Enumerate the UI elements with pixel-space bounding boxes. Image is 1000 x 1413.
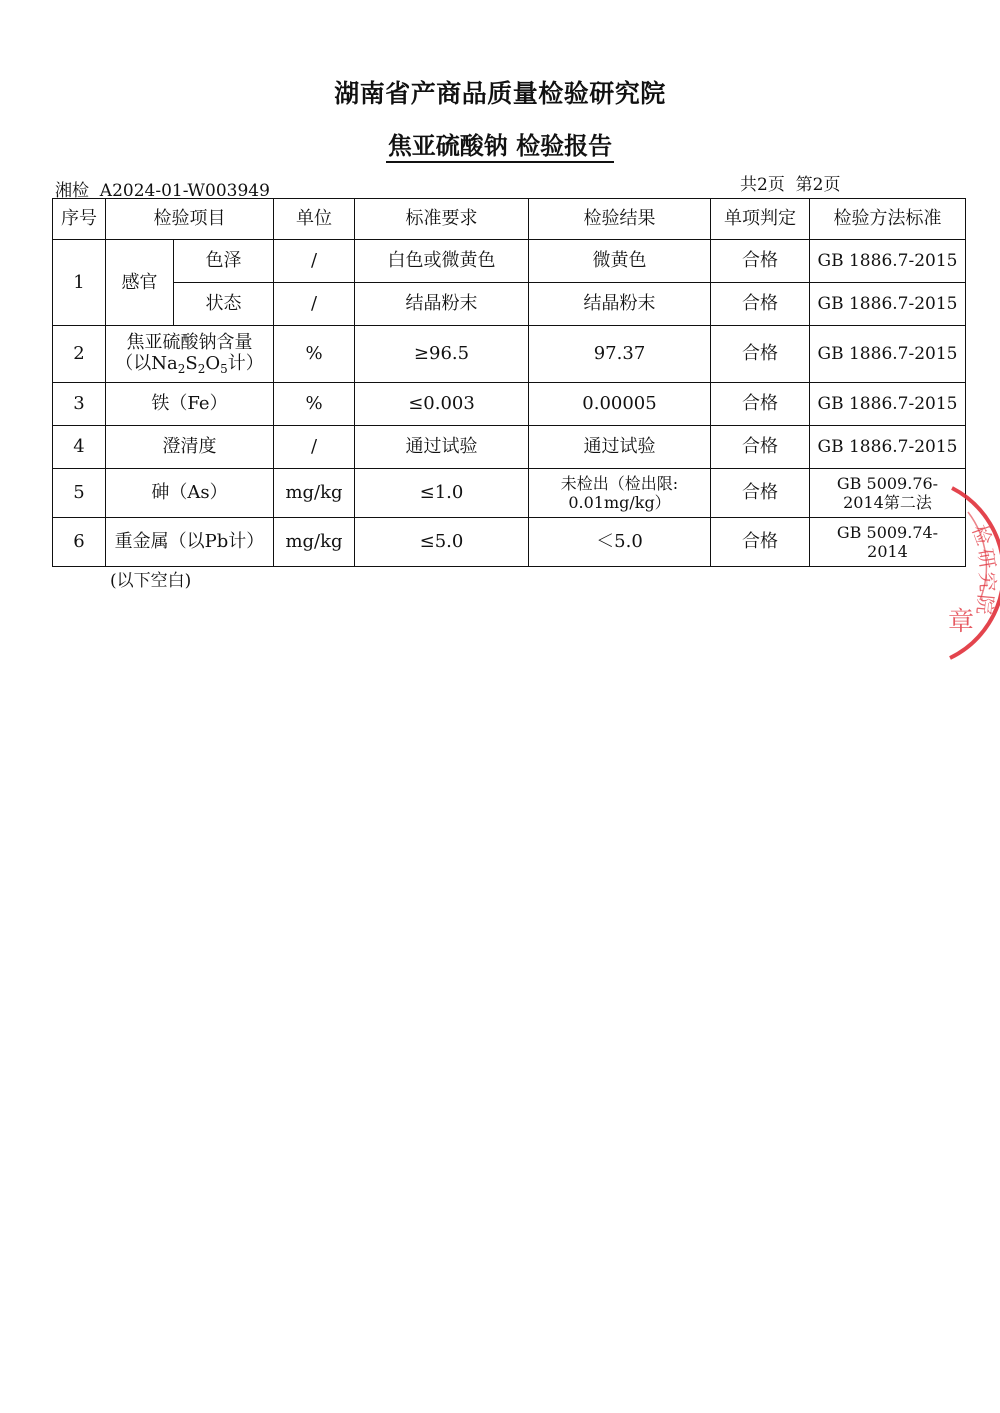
row-subitem: 状态 xyxy=(174,283,274,326)
row-subitem: 色泽 xyxy=(174,240,274,283)
row-result: 97.37 xyxy=(529,326,711,383)
row-method-line2: 2014 xyxy=(867,542,908,561)
row-requirement: ≤0.003 xyxy=(355,383,529,426)
header-requirement: 标准要求 xyxy=(355,199,529,240)
row-method-line2: 2014第二法 xyxy=(843,493,932,512)
row-judgment: 合格 xyxy=(711,469,810,518)
row-seq: 6 xyxy=(53,518,106,567)
inspection-table xyxy=(52,198,966,567)
row-judgment: 合格 xyxy=(711,240,810,283)
header-result: 检验结果 xyxy=(529,199,711,240)
header-method: 检验方法标准 xyxy=(810,199,966,240)
row-result-line1: 未检出（检出限: xyxy=(560,473,679,493)
row-method: GB 1886.7-2015 xyxy=(810,240,966,283)
table-row xyxy=(53,326,966,383)
row-judgment: 合格 xyxy=(711,383,810,426)
header-item: 检验项目 xyxy=(106,199,274,240)
row-method: GB 1886.7-2015 xyxy=(810,383,966,426)
row-requirement: 结晶粉末 xyxy=(355,283,529,326)
row-unit: % xyxy=(274,326,355,383)
report-title xyxy=(0,126,1000,161)
organization-name: 湖南省产商品质量检验研究院 xyxy=(334,79,666,108)
row-unit: / xyxy=(274,283,355,326)
row-judgment: 合格 xyxy=(711,426,810,469)
item-formula-element: S xyxy=(185,353,198,375)
row-item: 澄清度 xyxy=(106,426,274,469)
row-method-line1: GB 5009.76- xyxy=(836,473,939,493)
row-method-line1: GB 5009.74- xyxy=(836,522,939,542)
svg-text:章: 章 xyxy=(948,607,975,637)
row-requirement: ≤1.0 xyxy=(355,469,529,518)
row-item xyxy=(106,326,274,383)
official-seal-stamp xyxy=(900,470,1000,670)
header-seq: 序号 xyxy=(53,199,106,240)
header-judgment: 单项判定 xyxy=(711,199,810,240)
svg-text:究: 究 xyxy=(975,571,1000,593)
table-row xyxy=(53,518,966,567)
row-judgment: 合格 xyxy=(711,283,810,326)
row-requirement: ≤5.0 xyxy=(355,518,529,567)
row-unit: / xyxy=(274,240,355,283)
header-unit: 单位 xyxy=(274,199,355,240)
row-judgment: 合格 xyxy=(711,326,810,383)
item-formula-element: O xyxy=(205,353,221,375)
row-result: 0.00005 xyxy=(529,383,711,426)
table-header-row xyxy=(53,199,966,240)
row-requirement: 白色或微黄色 xyxy=(355,240,529,283)
table-row xyxy=(53,283,966,326)
item-formula-prefix: （以Na xyxy=(115,353,178,375)
row-result: ＜5.0 xyxy=(529,518,711,567)
row-seq: 4 xyxy=(53,426,106,469)
row-judgment: 合格 xyxy=(711,518,810,567)
report-title-text: 焦亚硫酸钠 检验报告 xyxy=(386,132,614,163)
row-unit: / xyxy=(274,426,355,469)
row-method: GB 1886.7-2015 xyxy=(810,283,966,326)
item-formula-subscript: 5 xyxy=(220,362,228,377)
row-item-line2 xyxy=(108,353,271,376)
row-seq: 1 xyxy=(53,240,106,326)
row-seq: 5 xyxy=(53,469,106,518)
row-unit: mg/kg xyxy=(274,469,355,518)
row-method: GB 1886.7-2015 xyxy=(810,326,966,383)
row-result: 微黄色 xyxy=(529,240,711,283)
row-seq: 2 xyxy=(53,326,106,383)
page-indicator: 共2页 第2页 xyxy=(740,175,841,195)
table-row xyxy=(53,240,966,283)
svg-text:检: 检 xyxy=(967,521,997,549)
item-formula-subscript: 2 xyxy=(197,362,206,377)
table-row xyxy=(53,383,966,426)
row-item-group: 感官 xyxy=(106,240,174,326)
row-requirement: 通过试验 xyxy=(355,426,529,469)
item-formula-subscript: 2 xyxy=(177,362,186,377)
item-formula-suffix: 计） xyxy=(227,353,264,375)
row-method: GB 1886.7-2015 xyxy=(810,426,966,469)
row-requirement: ≥96.5 xyxy=(355,326,529,383)
row-result xyxy=(529,469,711,518)
row-unit: mg/kg xyxy=(274,518,355,567)
svg-text:研: 研 xyxy=(973,546,1000,571)
table-row xyxy=(53,469,966,518)
row-result: 结晶粉末 xyxy=(529,283,711,326)
row-item: 砷（As） xyxy=(106,469,274,518)
row-item: 重金属（以Pb计） xyxy=(106,518,274,567)
table-row xyxy=(53,426,966,469)
report-number: 湘检 A2024-01-W003949 xyxy=(55,181,270,201)
blank-below-note: (以下空白) xyxy=(110,571,192,591)
row-result-line2: 0.01mg/kg） xyxy=(568,493,671,512)
row-unit: % xyxy=(274,383,355,426)
row-seq: 3 xyxy=(53,383,106,426)
row-item-line1: 焦亚硫酸钠含量 xyxy=(126,331,253,353)
svg-text:院: 院 xyxy=(972,593,998,616)
row-result: 通过试验 xyxy=(529,426,711,469)
row-item: 铁（Fe） xyxy=(106,383,274,426)
